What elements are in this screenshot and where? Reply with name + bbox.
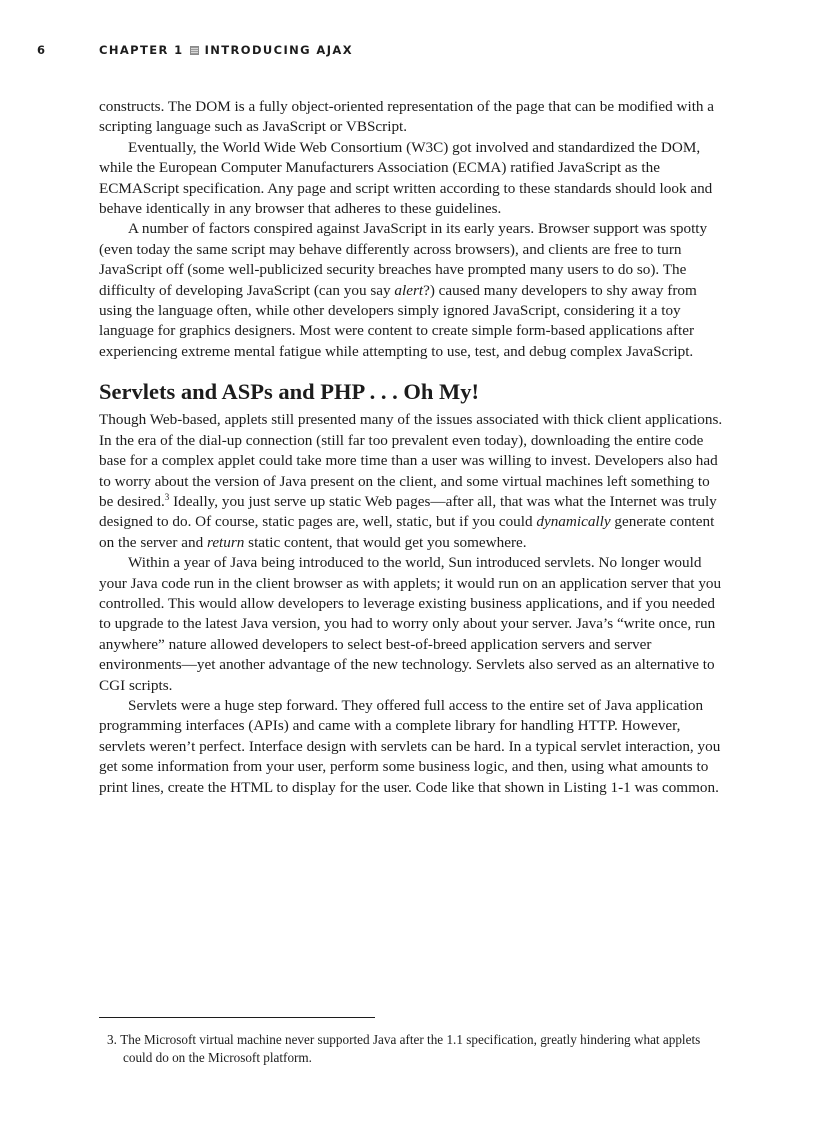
paragraph: A number of factors conspired against JavaScript in its early years. Browser support was spotty (even today the same script may behave differently across browsers), and clients are free to turn JavaScript off (some well-publicized security breaches have prompted many users to do so). The difficulty of developing JavaScript (can you say alert?) caused many developers to shy away from using the language often, while other developers simply ignored JavaScript, considering it a toy language for graphics designers. Most were content to create simple form-based applications after experiencing extreme mental fatigue while attempting to use, test, and debug complex JavaScript. xyxy=(99,220,708,360)
paragraph: Eventually, the World Wide Web Consortium (W3C) got involved and standardized the DOM, while the European Computer Manufacturers Association (ECMA) ratified JavaScript as the ECMAScript specification. Any page and script written according to these standards should look and behave identically in any browser that adheres to these guidelines. xyxy=(99,138,713,218)
page-number: 6 xyxy=(37,43,46,57)
emphasis: alert xyxy=(394,281,424,299)
footnote-ref[interactable]: 3 xyxy=(164,491,170,502)
chapter-label: CHAPTER 1 xyxy=(99,43,184,57)
section-heading: Servlets and ASPs and PHP . . . Oh My! xyxy=(99,379,480,405)
footnote xyxy=(107,1031,723,1067)
footnote-divider xyxy=(99,1017,375,1018)
paragraph: Though Web-based, applets still presented many of the issues associated with thick client applications. In the era of the dial-up connection (still far too prevalent even today), downloading the entire code base for a complex applet could take more time than a user was willing to invest. Developers also had to worry about the version of Java present on the client, and some virtual machines left something to be desired.$^3$ Ideally, you just serve up static Web pages—after all, that was what the Internet was truly designed to do. Of course, static pages are, well, static, but if you could dynamically generate content on the server and return static content, that would get you somewhere. xyxy=(99,411,723,551)
footnote-number: 3. xyxy=(107,1032,117,1047)
paragraph: Servlets were a huge step forward. They offered full access to the entire set of Java application programming interfaces (APIs) and came with a complete library for handling HTTP. However, servlets weren’t perfect. Interface design with servlets can be hard. In a typical servlet interaction, you get some information from your user, perform some business logic, and then, using what amounts to print lines, create the HTML to display for the user. Code like that shown in Listing 1-1 was common. xyxy=(99,696,721,796)
chapter-title: INTRODUCING AJAX xyxy=(204,43,353,57)
emphasis: return xyxy=(206,533,245,551)
paragraph: Within a year of Java being introduced to the world, Sun introduced servlets. No longer would your Java code run in the client browser as with applets; it would run on an application server that you controlled. This would allow developers to leverage existing business applications, and if you needed to upgrade to the latest Java version, you had to worry only about your server. Java’s “write once, run anywhere” nature allowed developers to select best-of-breed application servers and server environments—yet another advantage of the new technology. Servlets also served as an alternative to CGI scripts. xyxy=(99,554,722,694)
paragraph: constructs. The DOM is a fully object-oriented representation of the page that can be modified with a scripting language such as JavaScript or VBScript. xyxy=(99,98,715,136)
footnote-text: The Microsoft virtual machine never supported Java after the 1.1 specification, greatly hindering what applets could do on the Microsoft platform. xyxy=(120,1032,701,1065)
separator-box-icon xyxy=(190,46,199,55)
emphasis: dynamically xyxy=(536,513,611,531)
body-text xyxy=(99,97,723,798)
running-head xyxy=(99,43,353,57)
